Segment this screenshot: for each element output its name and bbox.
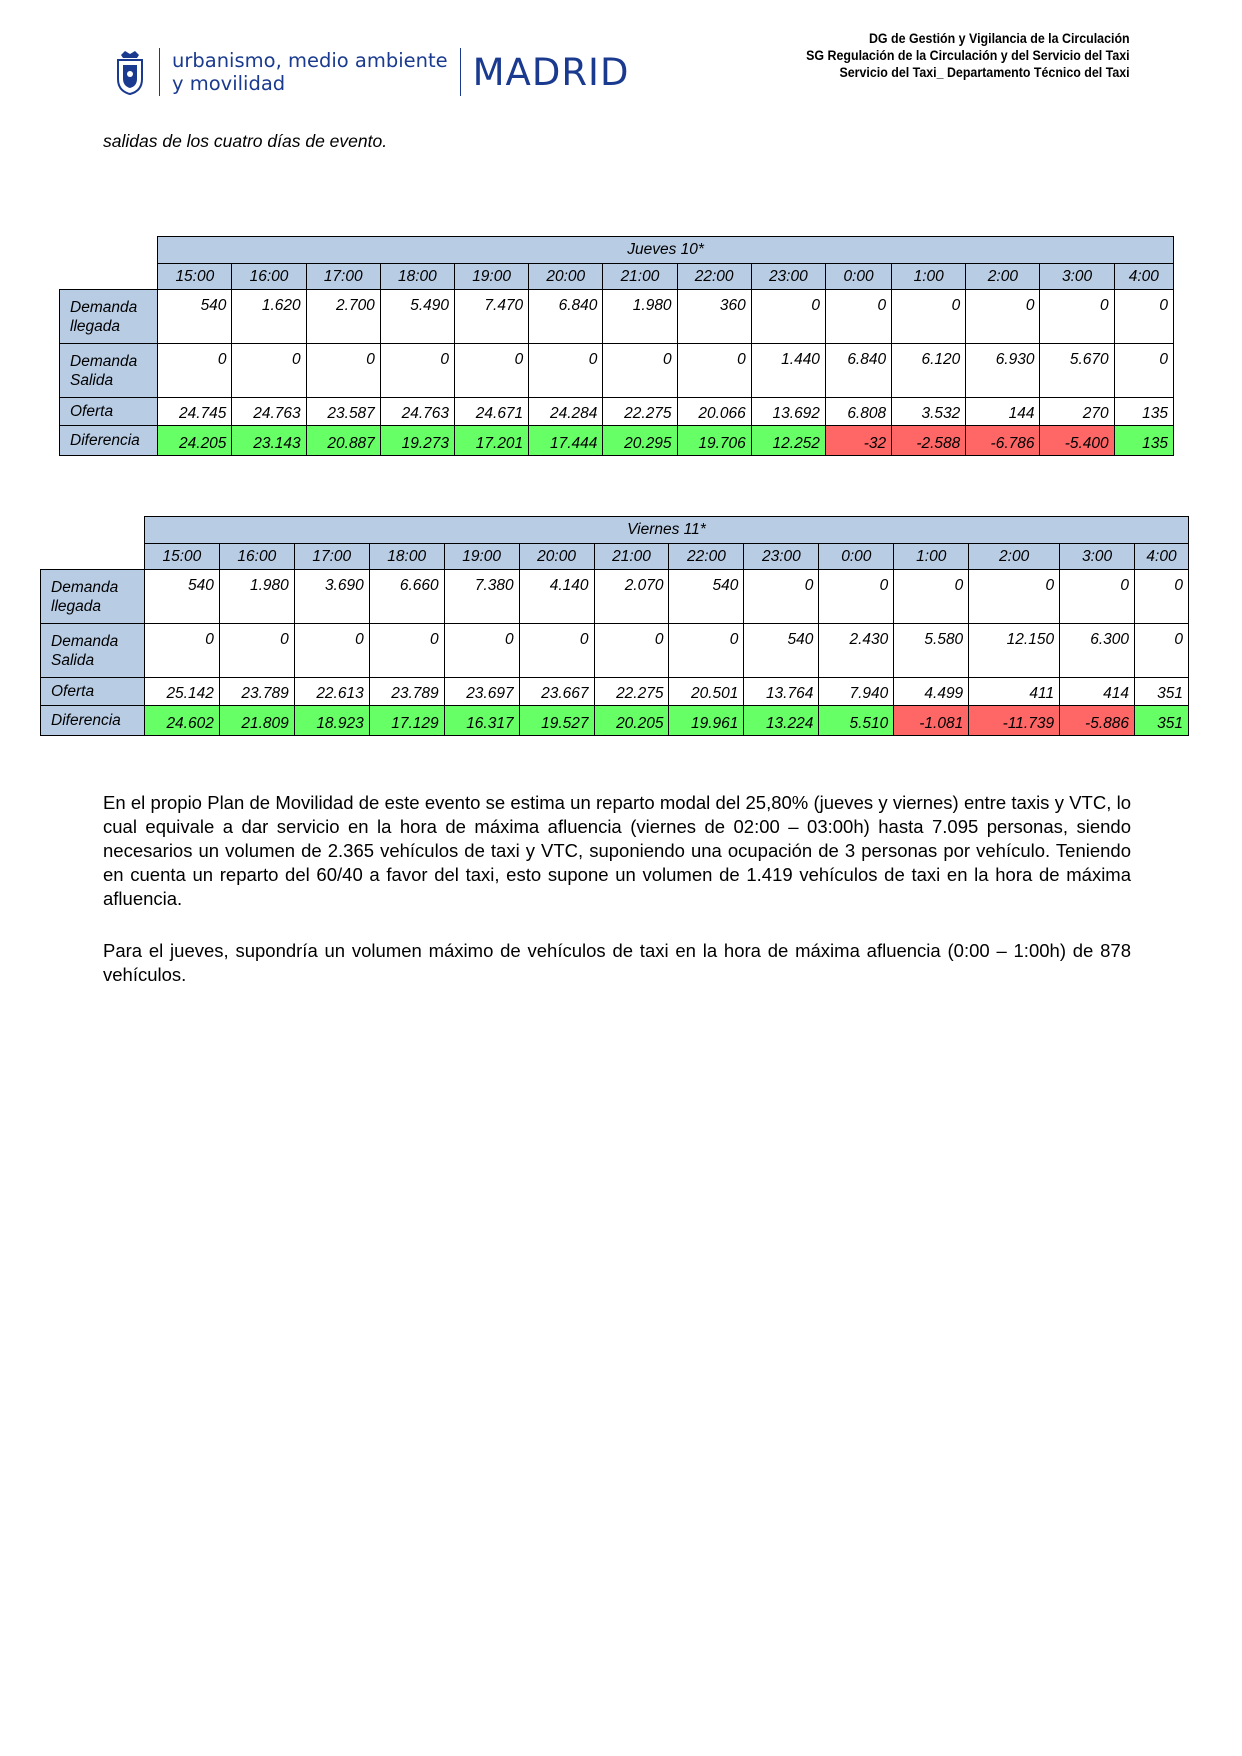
- table-cell: 411: [969, 678, 1060, 706]
- table-cell: 2.070: [594, 570, 669, 624]
- hour-header: 17:00: [294, 544, 369, 570]
- diferencia-cell: 19.706: [677, 426, 751, 456]
- table-cell: 23.667: [519, 678, 594, 706]
- table-title: Jueves 10*: [158, 237, 1174, 264]
- table-cell: 23.789: [219, 678, 294, 706]
- table-cell: 0: [603, 344, 677, 398]
- table-row: [60, 344, 1174, 398]
- row-label-line: llegada: [51, 597, 101, 615]
- row-label-line: Demanda: [51, 578, 119, 596]
- diferencia-cell: 23.143: [232, 426, 306, 456]
- row-label-demanda-salida: [60, 344, 158, 398]
- table-cell: 0: [892, 290, 966, 344]
- org-line3: Servicio del Taxi_ Departamento Técnico del Taxi: [839, 65, 1130, 80]
- diferencia-cell: 13.224: [744, 706, 819, 736]
- table-cell: 4.499: [894, 678, 969, 706]
- row-label-oferta: Oferta: [41, 678, 145, 706]
- table-cell: 22.275: [594, 678, 669, 706]
- diferencia-cell: 20.295: [603, 426, 677, 456]
- diferencia-cell: 24.205: [158, 426, 232, 456]
- table-cell: 0: [369, 624, 444, 678]
- table-cell: 6.840: [529, 290, 603, 344]
- hour-header: 4:00: [1114, 264, 1173, 290]
- table-cell: 6.120: [892, 344, 966, 398]
- table-cell: 0: [144, 624, 219, 678]
- row-label-line: Salida: [70, 371, 114, 389]
- table-cell: 270: [1040, 398, 1114, 426]
- table-cell: 0: [529, 344, 603, 398]
- table-cell: 0: [677, 344, 751, 398]
- hour-header: 23:00: [744, 544, 819, 570]
- hour-header: 2:00: [969, 544, 1060, 570]
- table-cell: 0: [744, 570, 819, 624]
- table-cell: 6.808: [825, 398, 891, 426]
- table-cell: 23.789: [369, 678, 444, 706]
- hour-header: 3:00: [1060, 544, 1135, 570]
- table-cell: 0: [751, 290, 825, 344]
- table-cell: 1.440: [751, 344, 825, 398]
- table-row: [41, 624, 1189, 678]
- paragraph-2: Para el jueves, supondría un volumen máximo de vehículos de taxi en la hora de máxima afluencia (0:00 – 1:00h) de 878 vehículos.: [103, 940, 1131, 985]
- table-cell: 0: [819, 570, 894, 624]
- table-cell: 12.150: [969, 624, 1060, 678]
- table-cell: 540: [744, 624, 819, 678]
- hour-header: 16:00: [232, 264, 306, 290]
- table-cell: 351: [1135, 678, 1189, 706]
- logo-city: MADRID: [472, 50, 630, 94]
- row-label-demanda-llegada: [41, 570, 145, 624]
- table-row: [41, 570, 1189, 624]
- table-cell: 0: [969, 570, 1060, 624]
- diferencia-cell: -1.081: [894, 706, 969, 736]
- table-cell: 0: [219, 624, 294, 678]
- diferencia-cell: -5.400: [1040, 426, 1114, 456]
- table-cell: 540: [158, 290, 232, 344]
- table-row: [60, 398, 1174, 426]
- diferencia-cell: 19.961: [669, 706, 744, 736]
- diferencia-cell: 5.510: [819, 706, 894, 736]
- corner-blank: [41, 544, 145, 570]
- row-label-demanda-llegada: [60, 290, 158, 344]
- hour-header: 21:00: [603, 264, 677, 290]
- table-cell: 13.764: [744, 678, 819, 706]
- diferencia-cell: 17.444: [529, 426, 603, 456]
- table-cell: 24.745: [158, 398, 232, 426]
- hour-header: 20:00: [519, 544, 594, 570]
- org-heading: [778, 30, 1130, 81]
- table-cell: 1.980: [603, 290, 677, 344]
- table-cell: 0: [1135, 624, 1189, 678]
- table-cell: 144: [966, 398, 1040, 426]
- diferencia-cell: 17.129: [369, 706, 444, 736]
- paragraph-1: En el propio Plan de Movilidad de este evento se estima un reparto modal del 25,80% (jueves y viernes) entre taxis y VTC, lo cual equivale a dar servicio en la hora de máxima afluencia (viernes de 02:00 – 03:00h) hasta 7.095 personas, siendo necesarios un volumen de 2.365 vehículos de taxi y VTC, suponiendo una ocupación de 3 personas por vehículo. Teniendo en cuenta un reparto del 60/40 a favor del taxi, esto supone un volumen de 1.419 vehículos de taxi en la hora de máxima afluencia.: [103, 792, 1131, 909]
- table-cell: 3.690: [294, 570, 369, 624]
- madrid-logo: [115, 46, 629, 98]
- org-line1: DG de Gestión y Vigilancia de la Circulación: [869, 31, 1130, 46]
- hour-header: 0:00: [819, 544, 894, 570]
- diferencia-cell: 12.252: [751, 426, 825, 456]
- table-cell: 5.580: [894, 624, 969, 678]
- org-line2: SG Regulación de la Circulación y del Servicio del Taxi: [806, 48, 1130, 63]
- table-cell: 7.380: [444, 570, 519, 624]
- table-cell: 0: [306, 344, 380, 398]
- table-cell: 23.697: [444, 678, 519, 706]
- hour-header: 16:00: [219, 544, 294, 570]
- diferencia-cell: 19.273: [380, 426, 454, 456]
- diferencia-cell: 16.317: [444, 706, 519, 736]
- hour-header: 19:00: [444, 544, 519, 570]
- hour-header: 22:00: [669, 544, 744, 570]
- table-cell: 0: [1135, 570, 1189, 624]
- corner-blank: [60, 237, 158, 264]
- table-cell: 360: [677, 290, 751, 344]
- corner-blank: [60, 264, 158, 290]
- table-cell: 0: [1060, 570, 1135, 624]
- row-label-line: Salida: [51, 651, 95, 669]
- hour-header: 23:00: [751, 264, 825, 290]
- diferencia-cell: -32: [825, 426, 891, 456]
- table-cell: 24.763: [232, 398, 306, 426]
- table-cell: 0: [455, 344, 529, 398]
- table-viernes: [40, 516, 1189, 736]
- hour-header: 3:00: [1040, 264, 1114, 290]
- row-label-oferta: Oferta: [60, 398, 158, 426]
- table-cell: 0: [232, 344, 306, 398]
- hour-header: 22:00: [677, 264, 751, 290]
- table-cell: 20.501: [669, 678, 744, 706]
- hour-header: 1:00: [892, 264, 966, 290]
- table-cell: 0: [444, 624, 519, 678]
- table-title: Viernes 11*: [144, 517, 1188, 544]
- diferencia-cell: 20.205: [594, 706, 669, 736]
- hour-header: 18:00: [369, 544, 444, 570]
- hour-header: 21:00: [594, 544, 669, 570]
- hour-header: 4:00: [1135, 544, 1189, 570]
- table-row: [41, 706, 1189, 736]
- table-cell: 1.980: [219, 570, 294, 624]
- table-cell: 7.470: [455, 290, 529, 344]
- table-cell: 2.700: [306, 290, 380, 344]
- hour-header: 0:00: [825, 264, 891, 290]
- corner-blank: [41, 517, 145, 544]
- table-cell: 0: [1040, 290, 1114, 344]
- table-cell: 0: [1114, 290, 1173, 344]
- row-label-line: Demanda: [70, 298, 138, 316]
- table-jueves: [59, 236, 1174, 456]
- table-cell: 5.490: [380, 290, 454, 344]
- table-cell: 1.620: [232, 290, 306, 344]
- hour-header: 15:00: [158, 264, 232, 290]
- diferencia-cell: 19.527: [519, 706, 594, 736]
- hour-header: 1:00: [894, 544, 969, 570]
- row-label-line: llegada: [70, 317, 120, 335]
- table-cell: 540: [144, 570, 219, 624]
- table-cell: 6.840: [825, 344, 891, 398]
- table-cell: 2.430: [819, 624, 894, 678]
- diferencia-cell: -5.886: [1060, 706, 1135, 736]
- table-cell: 0: [894, 570, 969, 624]
- table-cell: 22.613: [294, 678, 369, 706]
- table-cell: 0: [294, 624, 369, 678]
- table-cell: 22.275: [603, 398, 677, 426]
- table-cell: 6.660: [369, 570, 444, 624]
- hour-header: 20:00: [529, 264, 603, 290]
- hour-header: 15:00: [144, 544, 219, 570]
- table-cell: 25.142: [144, 678, 219, 706]
- table-cell: 0: [158, 344, 232, 398]
- row-label-line: Demanda: [51, 632, 119, 650]
- diferencia-cell: 351: [1135, 706, 1189, 736]
- diferencia-cell: 17.201: [455, 426, 529, 456]
- table-cell: 7.940: [819, 678, 894, 706]
- table-cell: 0: [519, 624, 594, 678]
- row-label-demanda-salida: [41, 624, 145, 678]
- table-cell: 3.532: [892, 398, 966, 426]
- diferencia-cell: -6.786: [966, 426, 1040, 456]
- row-label-diferencia: Diferencia: [41, 706, 145, 736]
- table-cell: 5.670: [1040, 344, 1114, 398]
- table-cell: 20.066: [677, 398, 751, 426]
- table-cell: 13.692: [751, 398, 825, 426]
- table-cell: 0: [825, 290, 891, 344]
- diferencia-cell: 18.923: [294, 706, 369, 736]
- table-cell: 0: [1114, 344, 1173, 398]
- diferencia-cell: -11.739: [969, 706, 1060, 736]
- hour-header: 19:00: [455, 264, 529, 290]
- table-cell: 540: [669, 570, 744, 624]
- logo-line2: y movilidad: [172, 72, 286, 95]
- table-cell: 0: [669, 624, 744, 678]
- table-row: [60, 426, 1174, 456]
- diferencia-cell: 20.887: [306, 426, 380, 456]
- table-row: [41, 678, 1189, 706]
- diferencia-cell: 135: [1114, 426, 1173, 456]
- madrid-shield-icon: [115, 49, 145, 95]
- intro-text: salidas de los cuatro días de evento.: [103, 131, 388, 151]
- logo-line1: urbanismo, medio ambiente: [172, 49, 448, 72]
- row-label-line: Demanda: [70, 352, 138, 370]
- table-cell: 6.300: [1060, 624, 1135, 678]
- table-cell: 135: [1114, 398, 1173, 426]
- table-cell: 24.763: [380, 398, 454, 426]
- hour-header: 17:00: [306, 264, 380, 290]
- table-cell: 24.671: [455, 398, 529, 426]
- diferencia-cell: 24.602: [144, 706, 219, 736]
- diferencia-cell: 21.809: [219, 706, 294, 736]
- diferencia-cell: -2.588: [892, 426, 966, 456]
- table-cell: 0: [966, 290, 1040, 344]
- table-cell: 0: [594, 624, 669, 678]
- hour-header: 18:00: [380, 264, 454, 290]
- table-cell: 6.930: [966, 344, 1040, 398]
- table-row: [60, 290, 1174, 344]
- table-cell: 23.587: [306, 398, 380, 426]
- table-cell: 414: [1060, 678, 1135, 706]
- table-cell: 24.284: [529, 398, 603, 426]
- table-cell: 4.140: [519, 570, 594, 624]
- table-cell: 0: [380, 344, 454, 398]
- row-label-diferencia: Diferencia: [60, 426, 158, 456]
- hour-header: 2:00: [966, 264, 1040, 290]
